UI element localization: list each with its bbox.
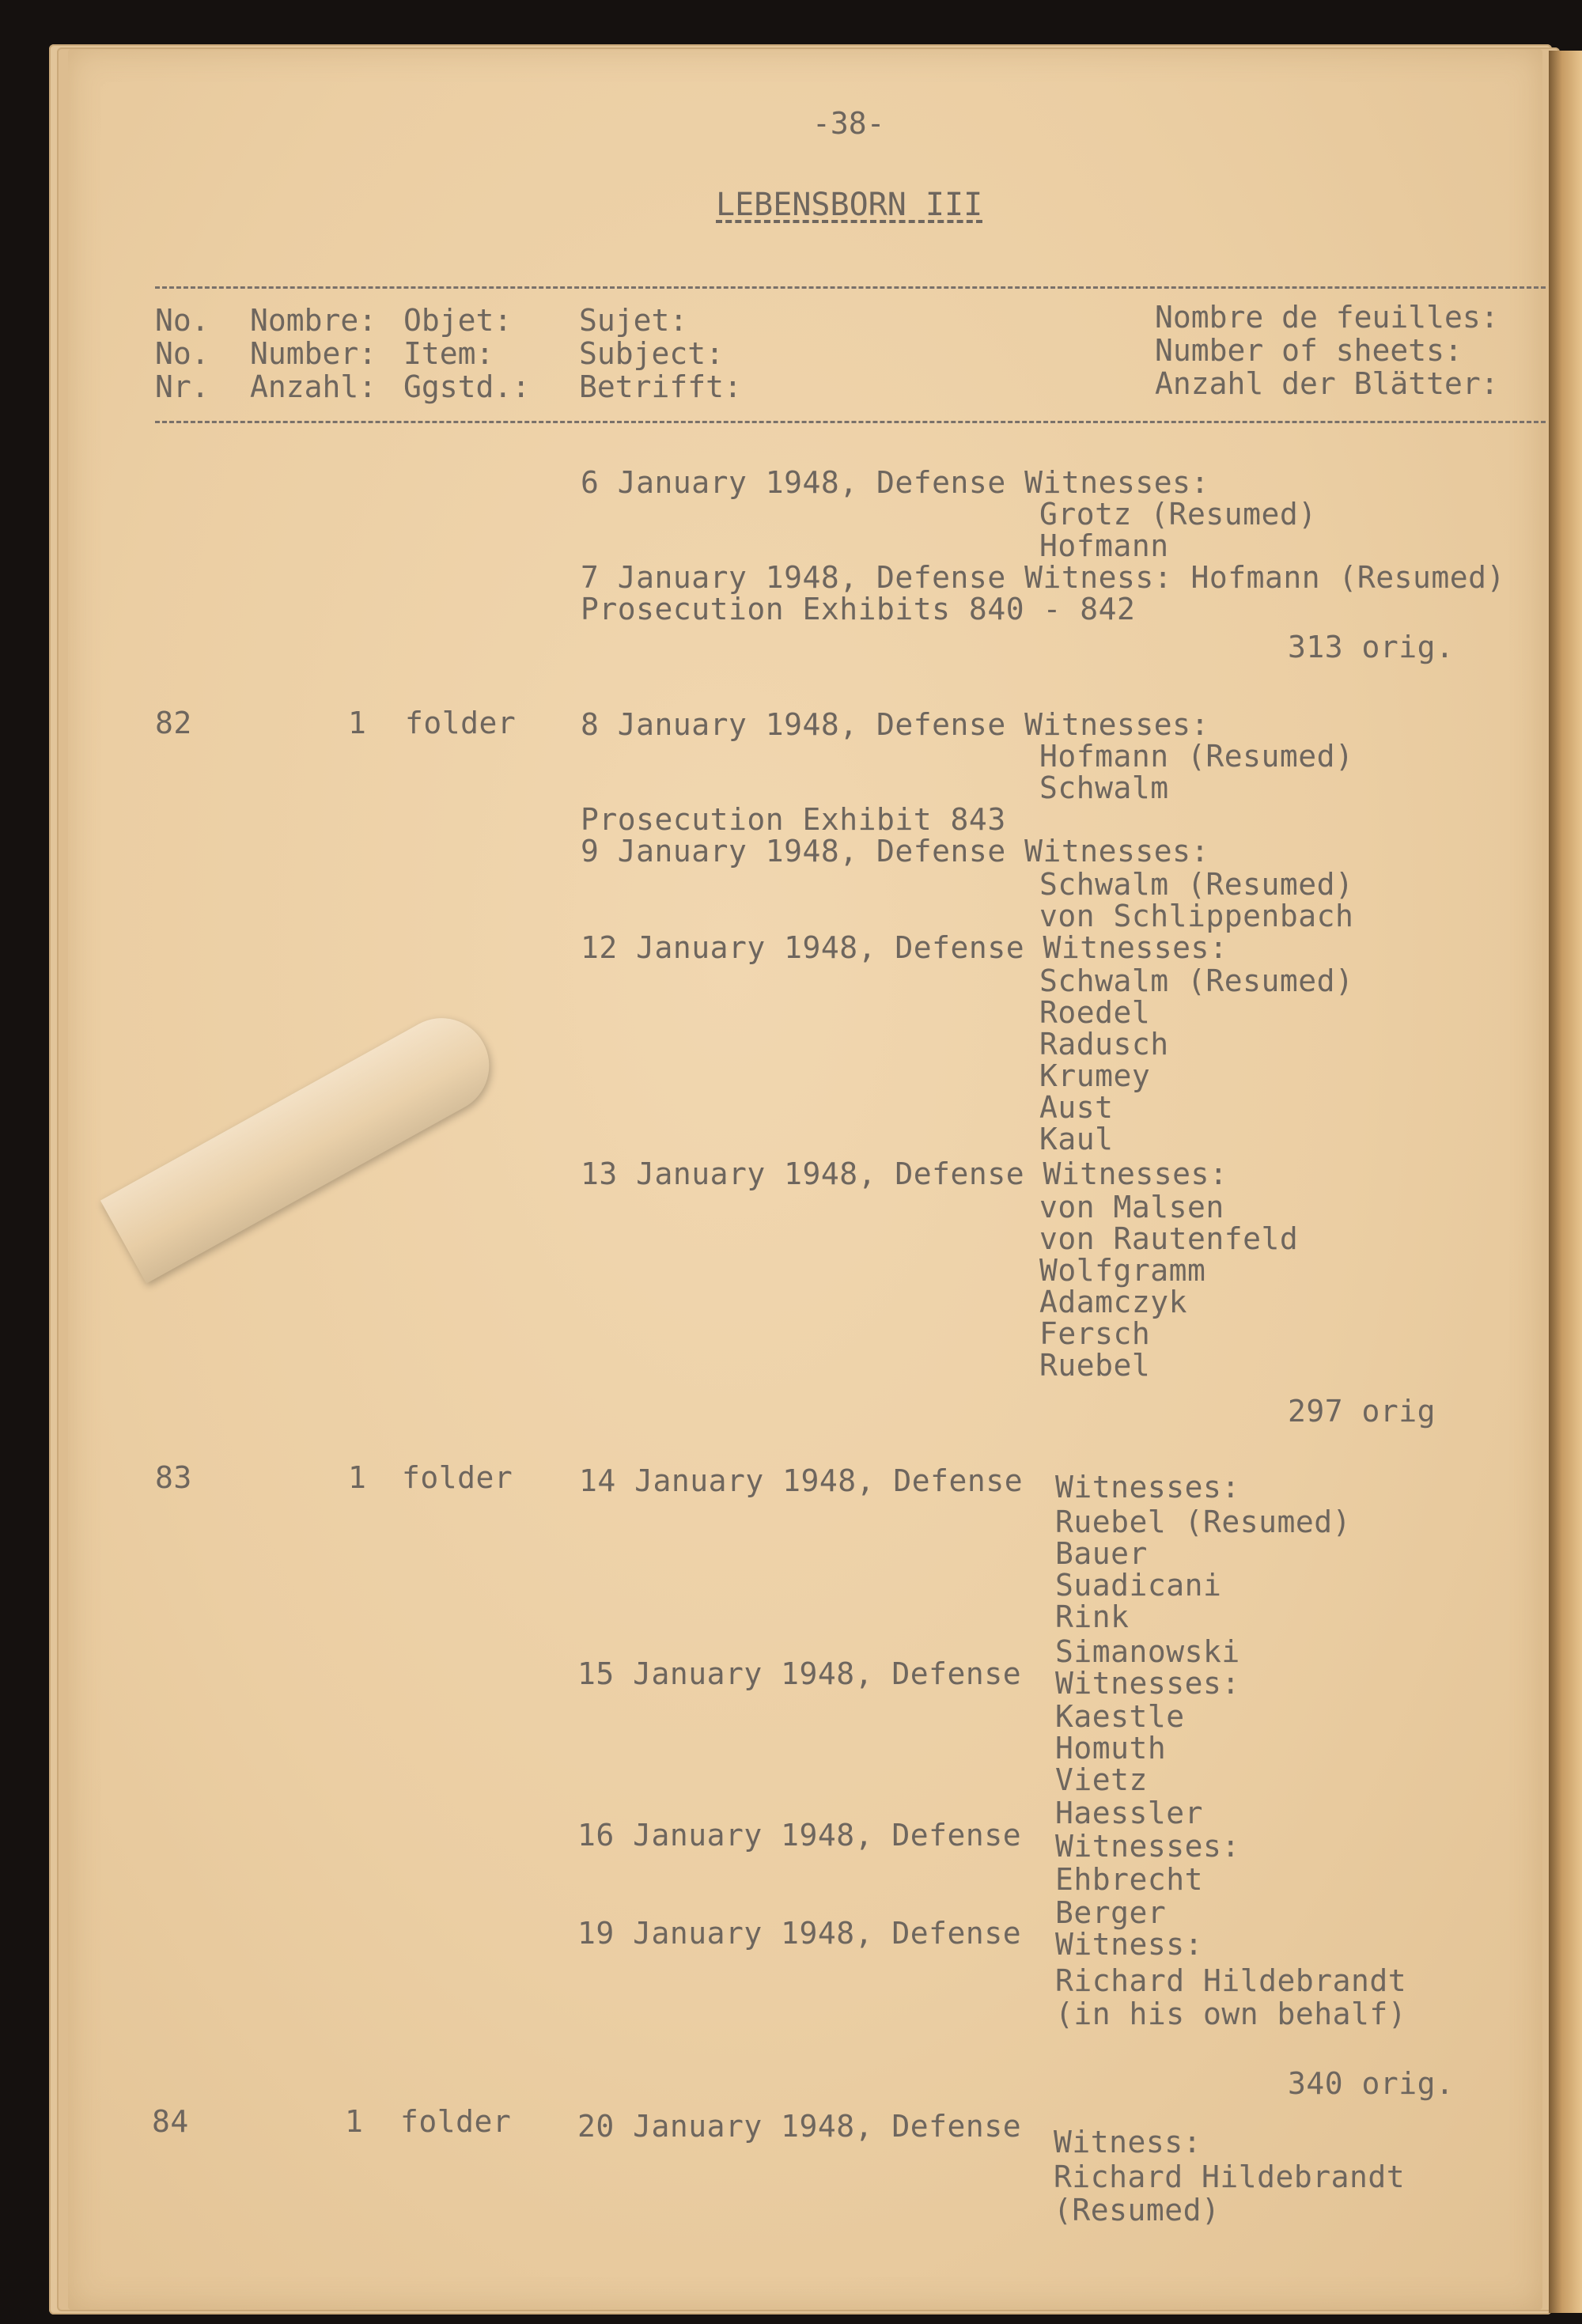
witness-name: Radusch — [1039, 1027, 1169, 1062]
entry-count: 1 — [348, 706, 367, 740]
entry-line: 13 January 1948, Defense Witnesses: — [581, 1156, 1228, 1191]
entry-number: 84 — [152, 2104, 189, 2139]
witness-name: Ruebel — [1039, 1348, 1151, 1383]
entry-item: folder — [400, 2104, 512, 2139]
witness-name: Suadicani — [1055, 1568, 1222, 1603]
col-sheets-de: Anzahl der Blätter: — [1155, 366, 1499, 401]
witness-name: Rink — [1055, 1599, 1130, 1634]
entry-line: 19 January 1948, Defense — [577, 1916, 1022, 1951]
top-dashed-rule — [155, 286, 1546, 289]
entry-line: Witness: — [1055, 1927, 1204, 1962]
col-count-en: Number: — [250, 336, 377, 371]
entry-line: 12 January 1948, Defense Witnesses: — [581, 930, 1228, 965]
witness-name: Grotz (Resumed) — [1039, 497, 1317, 532]
col-count-fr: Nombre: — [250, 303, 377, 338]
entry-line: 8 January 1948, Defense Witnesses: — [581, 707, 1209, 742]
page-title: LEBENSBORN III — [716, 187, 983, 223]
page-number: -38- — [812, 106, 885, 141]
witness-name: von Schlippenbach — [1039, 899, 1354, 933]
entry-line: 6 January 1948, Defense Witnesses: — [581, 465, 1209, 500]
col-subject-fr: Sujet: — [579, 303, 688, 338]
witness-name: von Malsen — [1039, 1190, 1224, 1224]
witness-name: Haessler — [1055, 1796, 1204, 1830]
col-item-fr: Objet: — [403, 303, 513, 338]
witness-name: Bauer — [1055, 1536, 1148, 1571]
col-item-de: Ggstd.: — [403, 369, 531, 404]
witness-name: Vietz — [1055, 1762, 1148, 1797]
witness-name: Richard Hildebrandt — [1054, 2159, 1406, 2194]
entry-line: Prosecution Exhibits 840 - 842 — [581, 592, 1136, 626]
entry-line: 9 January 1948, Defense Witnesses: — [581, 834, 1209, 869]
entry-line: Witness: — [1054, 2125, 1202, 2159]
witness-name: von Rautenfeld — [1039, 1221, 1299, 1256]
witness-name: Simanowski — [1055, 1634, 1240, 1669]
sheet-count: 297 orig — [1288, 1394, 1436, 1429]
witness-name: Berger — [1055, 1895, 1167, 1930]
witness-name: (in his own behalf) — [1055, 1997, 1407, 2031]
witness-name: Fersch — [1039, 1316, 1151, 1351]
entry-count: 1 — [345, 2104, 364, 2139]
entry-count: 1 — [348, 1460, 367, 1495]
entry-line: Prosecution Exhibit 843 — [581, 802, 1006, 837]
entry-line: Witnesses: — [1055, 1470, 1240, 1505]
witness-name: Krumey — [1039, 1058, 1151, 1093]
witness-name: Schwalm — [1039, 770, 1169, 805]
witness-name: Hofmann (Resumed) — [1039, 739, 1354, 774]
col-sheets-fr: Nombre de feuilles: — [1155, 300, 1499, 335]
witness-name: Schwalm (Resumed) — [1039, 963, 1354, 998]
col-subject-de: Betrifft: — [579, 369, 742, 404]
entry-line: Witnesses: — [1055, 1829, 1240, 1864]
witness-name: Aust — [1039, 1090, 1114, 1125]
col-no-de: Nr. — [155, 369, 210, 404]
sheet-count: 340 orig. — [1288, 2066, 1455, 2101]
col-no-en: No. — [155, 336, 210, 371]
witness-name: Hofmann — [1039, 528, 1169, 563]
witness-name: Ehbrecht — [1055, 1862, 1204, 1897]
entry-line: 16 January 1948, Defense — [577, 1818, 1022, 1853]
witness-name: (Resumed) — [1054, 2193, 1221, 2227]
entry-number: 83 — [155, 1460, 192, 1495]
entry-line: 14 January 1948, Defense — [579, 1463, 1024, 1498]
binding-edge — [1549, 51, 1582, 2313]
entry-item: folder — [405, 706, 517, 740]
col-subject-en: Subject: — [579, 336, 725, 371]
entry-number: 82 — [155, 706, 192, 740]
witness-name: Wolfgramm — [1039, 1253, 1206, 1288]
witness-name: Kaul — [1039, 1122, 1114, 1156]
witness-name: Richard Hildebrandt — [1055, 1963, 1407, 1998]
header-dashed-rule — [155, 421, 1546, 423]
witness-name: Roedel — [1039, 995, 1151, 1030]
entry-line: 20 January 1948, Defense — [577, 2109, 1022, 2144]
entry-line: 15 January 1948, Defense — [577, 1656, 1022, 1691]
sheet-count: 313 orig. — [1288, 630, 1455, 664]
entry-line: Witnesses: — [1055, 1666, 1240, 1701]
witness-name: Ruebel (Resumed) — [1055, 1505, 1352, 1539]
witness-name: Homuth — [1055, 1731, 1167, 1766]
col-sheets-en: Number of sheets: — [1155, 333, 1463, 368]
entry-line: 7 January 1948, Defense Witness: Hofmann (Resumed) — [581, 560, 1505, 595]
col-item-en: Item: — [403, 336, 494, 371]
witness-name: Kaestle — [1055, 1699, 1185, 1734]
entry-item: folder — [402, 1460, 513, 1495]
col-no-fr: No. — [155, 303, 210, 338]
witness-name: Schwalm (Resumed) — [1039, 867, 1354, 902]
col-count-de: Anzahl: — [250, 369, 377, 404]
witness-name: Adamczyk — [1039, 1285, 1188, 1319]
